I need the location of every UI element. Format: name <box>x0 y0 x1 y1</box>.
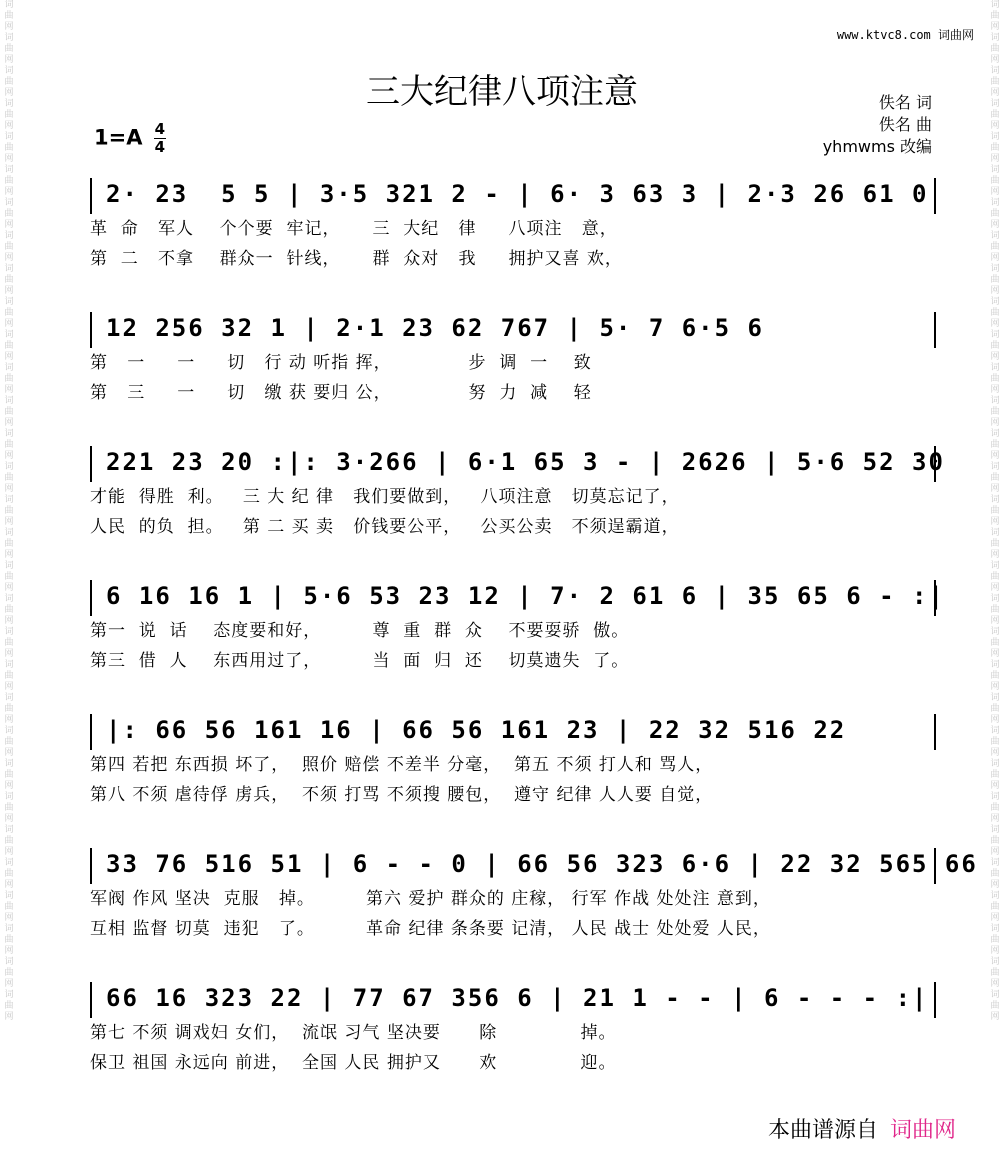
notation-line <box>90 312 936 348</box>
time-signature-bottom: 4 <box>154 138 165 156</box>
watermark-left: 词 曲 网 词 曲 网 词 曲 网 词 曲 网 词 曲 网 词 曲 网 词 曲 网 词 曲 网 词 曲 网 词 曲 网 词 曲 网 词 曲 网 词 曲 网 词 曲 网 词 曲 网 词 曲 网 词 曲 网 词 曲 网 词 曲 网 词 曲 网 词 曲 网 词 曲 网 词 曲 网 词 曲 网 词 曲 网 词 曲 网 词 曲 网 词 曲 网 词 曲 网 词 曲 网 词 曲 网 <box>4 0 17 1022</box>
lyric-verse-1: 革 命 军人 个个要 牢记， 三 大纪 律 八项注 意， <box>90 219 618 239</box>
key-signature <box>94 122 166 155</box>
lyricist-credit: 佚名 词 <box>878 93 932 112</box>
lyric-verse-1: 军阀 作风 坚决 克服 掉。 第六 爱护 群众的 庄稼， 行军 作战 处处注 意到， <box>90 889 771 909</box>
credits <box>823 92 932 158</box>
notation-line <box>90 580 945 616</box>
notation-text: 6 16 16 1 | 5·6 53 23 12 | 7· 2 61 6 | 35 65 6 - :| <box>106 582 945 610</box>
score-row-7 <box>90 982 936 1078</box>
notation-line <box>90 714 936 750</box>
notation-line <box>90 178 936 214</box>
lyric-verse-1: 第四 若把 东西损 坏了， 照价 赔偿 不差半 分毫， 第五 不须 打人和 骂人， <box>90 755 714 775</box>
notation-text: |: 66 56 161 16 | 66 56 161 23 | 22 32 516 22 <box>106 716 847 744</box>
lyric-verse-2: 人民 的负 担。 第 二 买 卖 价钱要公平， 公买公卖 不须逞霸道， <box>90 517 680 537</box>
lyric-verse-2: 互相 监督 切莫 违犯 了。 革命 纪律 条条要 记清， 人民 战士 处处爱 人民， <box>90 919 771 939</box>
source-text: 本曲谱源自 <box>767 1118 878 1143</box>
site-url[interactable]: www.ktvc8.com 词曲网 <box>836 28 974 42</box>
lyric-verse-2: 第 二 不拿 群众一 针线， 群 众对 我 拥护又喜 欢， <box>90 249 623 269</box>
lyric-verse-2: 第八 不须 虐待俘 虏兵， 不须 打骂 不须搜 腰包， 遵守 纪律 人人要 自觉， <box>90 785 714 805</box>
notation-text: 221 23 20 :|: 3·266 | 6·1 65 3 - | 2626 | 5·6 52 30 <box>106 448 945 476</box>
lyric-verse-1: 第七 不须 调戏妇 女们， 流氓 习气 坚决要 除 掉。 <box>90 1023 617 1043</box>
song-title: 三大纪律八项注意 <box>366 72 638 112</box>
lyric-verse-1: 第 一 一 切 行 动 听指 挥， 步 调 一 致 <box>90 353 592 373</box>
arranger-credit: yhmwms 改编 <box>822 137 932 156</box>
lyric-verse-1: 第一 说 话 态度要和好， 尊 重 群 众 不要耍骄 傲。 <box>90 621 630 641</box>
lyric-verse-2: 第三 借 人 东西用过了， 当 面 归 还 切莫遗失 了。 <box>90 651 630 671</box>
brand-link[interactable]: 词曲网 <box>889 1118 956 1143</box>
notation-text: 33 76 516 51 | 6 - - 0 | 66 56 323 6·6 | 22 32 565 66 <box>106 850 978 878</box>
notation-line <box>90 848 978 884</box>
lyric-verse-2: 第 三 一 切 缴 获 要归 公， 努 力 减 轻 <box>90 383 592 403</box>
score-row-1 <box>90 178 936 274</box>
notation-text: 2· 23 5 5 | 3·5 321 2 - | 6· 3 63 3 | 2·3 26 61 0 <box>106 180 929 208</box>
watermark-right: 词 曲 网 词 曲 网 词 曲 网 词 曲 网 词 曲 网 词 曲 网 词 曲 网 词 曲 网 词 曲 网 词 曲 网 词 曲 网 词 曲 网 词 曲 网 词 曲 网 词 曲 网 词 曲 网 词 曲 网 词 曲 网 词 曲 网 词 曲 网 词 曲 网 词 曲 网 词 曲 网 词 曲 网 词 曲 网 词 曲 网 词 曲 网 词 曲 网 词 曲 网 词 曲 网 词 曲 网 <box>990 0 1003 1022</box>
score-row-5 <box>90 714 936 810</box>
time-signature <box>154 122 166 155</box>
composer-credit: 佚名 曲 <box>878 115 932 134</box>
score-row-3 <box>90 446 945 542</box>
score-row-4 <box>90 580 945 676</box>
source-footer <box>768 1113 956 1144</box>
notation-line <box>90 982 936 1018</box>
score-row-6 <box>90 848 978 944</box>
key-label: 1=A <box>94 125 143 150</box>
score-row-2 <box>90 312 936 408</box>
lyric-verse-2: 保卫 祖国 永远向 前进， 全国 人民 拥护又 欢 迎。 <box>90 1053 617 1073</box>
lyric-verse-1: 才能 得胜 利。 三 大 纪 律 我们要做到， 八项注意 切莫忘记了， <box>90 487 680 507</box>
time-signature-top: 4 <box>154 120 165 138</box>
notation-text: 12 256 32 1 | 2·1 23 62 767 | 5· 7 6·5 6 <box>106 314 764 342</box>
notation-line <box>90 446 945 482</box>
notation-text: 66 16 323 22 | 77 67 356 6 | 21 1 - - | 6 - - - :| <box>106 984 929 1012</box>
